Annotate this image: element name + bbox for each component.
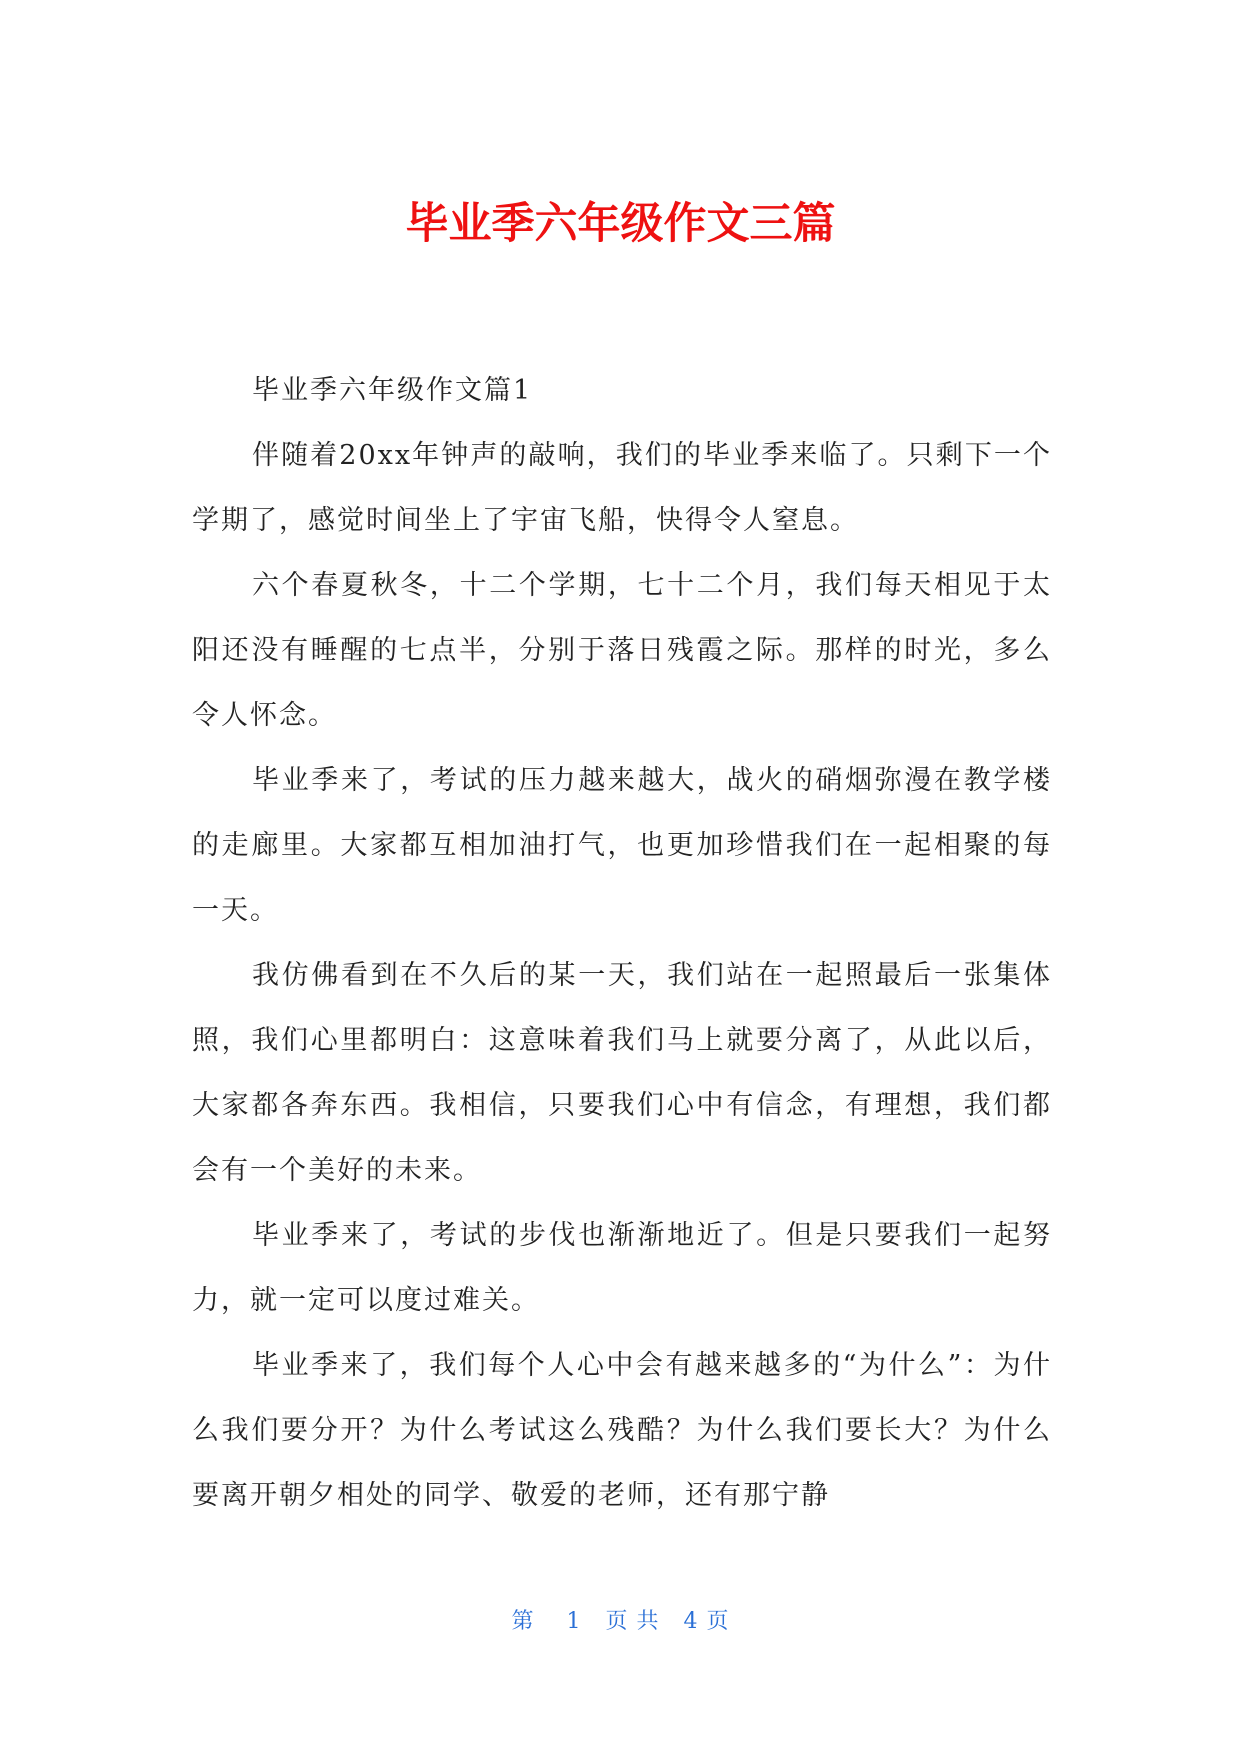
footer-suffix: 页	[706, 1609, 730, 1634]
footer-current-page: 1	[566, 1609, 582, 1634]
page-footer	[0, 1604, 1241, 1635]
paragraph: 毕业季来了，我们每个人心中会有越来越多的“为什么”：为什么我们要分开？为什么考试这么残酷？为什么我们要长大？为什么要离开朝夕相处的同学、敬爱的老师，还有那宁静	[192, 1350, 1052, 1511]
paragraph: 我仿佛看到在不久后的某一天，我们站在一起照最后一张集体照，我们心里都明白：这意味着我们马上就要分离了，从此以后，大家都各奔东西。我相信，只要我们心中有信念，有理想，我们都会有一个美好的未来。	[192, 960, 1052, 1186]
paragraph: 伴随着20xx年钟声的敲响，我们的毕业季来临了。只剩下一个学期了，感觉时间坐上了宇宙飞船，快得令人窒息。	[192, 440, 1052, 536]
document-body	[192, 358, 1052, 1528]
footer-total-pages: 4	[683, 1609, 699, 1634]
footer-middle: 页 共	[605, 1609, 660, 1634]
paragraph: 毕业季来了，考试的压力越来越大，战火的硝烟弥漫在教学楼的走廊里。大家都互相加油打气，也更加珍惜我们在一起相聚的每一天。	[192, 765, 1052, 926]
paragraph: 毕业季来了，考试的步伐也渐渐地近了。但是只要我们一起努力，就一定可以度过难关。	[192, 1220, 1052, 1316]
footer-prefix: 第	[511, 1609, 535, 1634]
document-title: 毕业季六年级作文三篇	[405, 199, 836, 249]
section-heading: 毕业季六年级作文篇1	[252, 375, 533, 406]
paragraph: 六个春夏秋冬，十二个学期，七十二个月，我们每天相见于太阳还没有睡醒的七点半，分别于落日残霞之际。那样的时光，多么令人怀念。	[192, 570, 1052, 731]
